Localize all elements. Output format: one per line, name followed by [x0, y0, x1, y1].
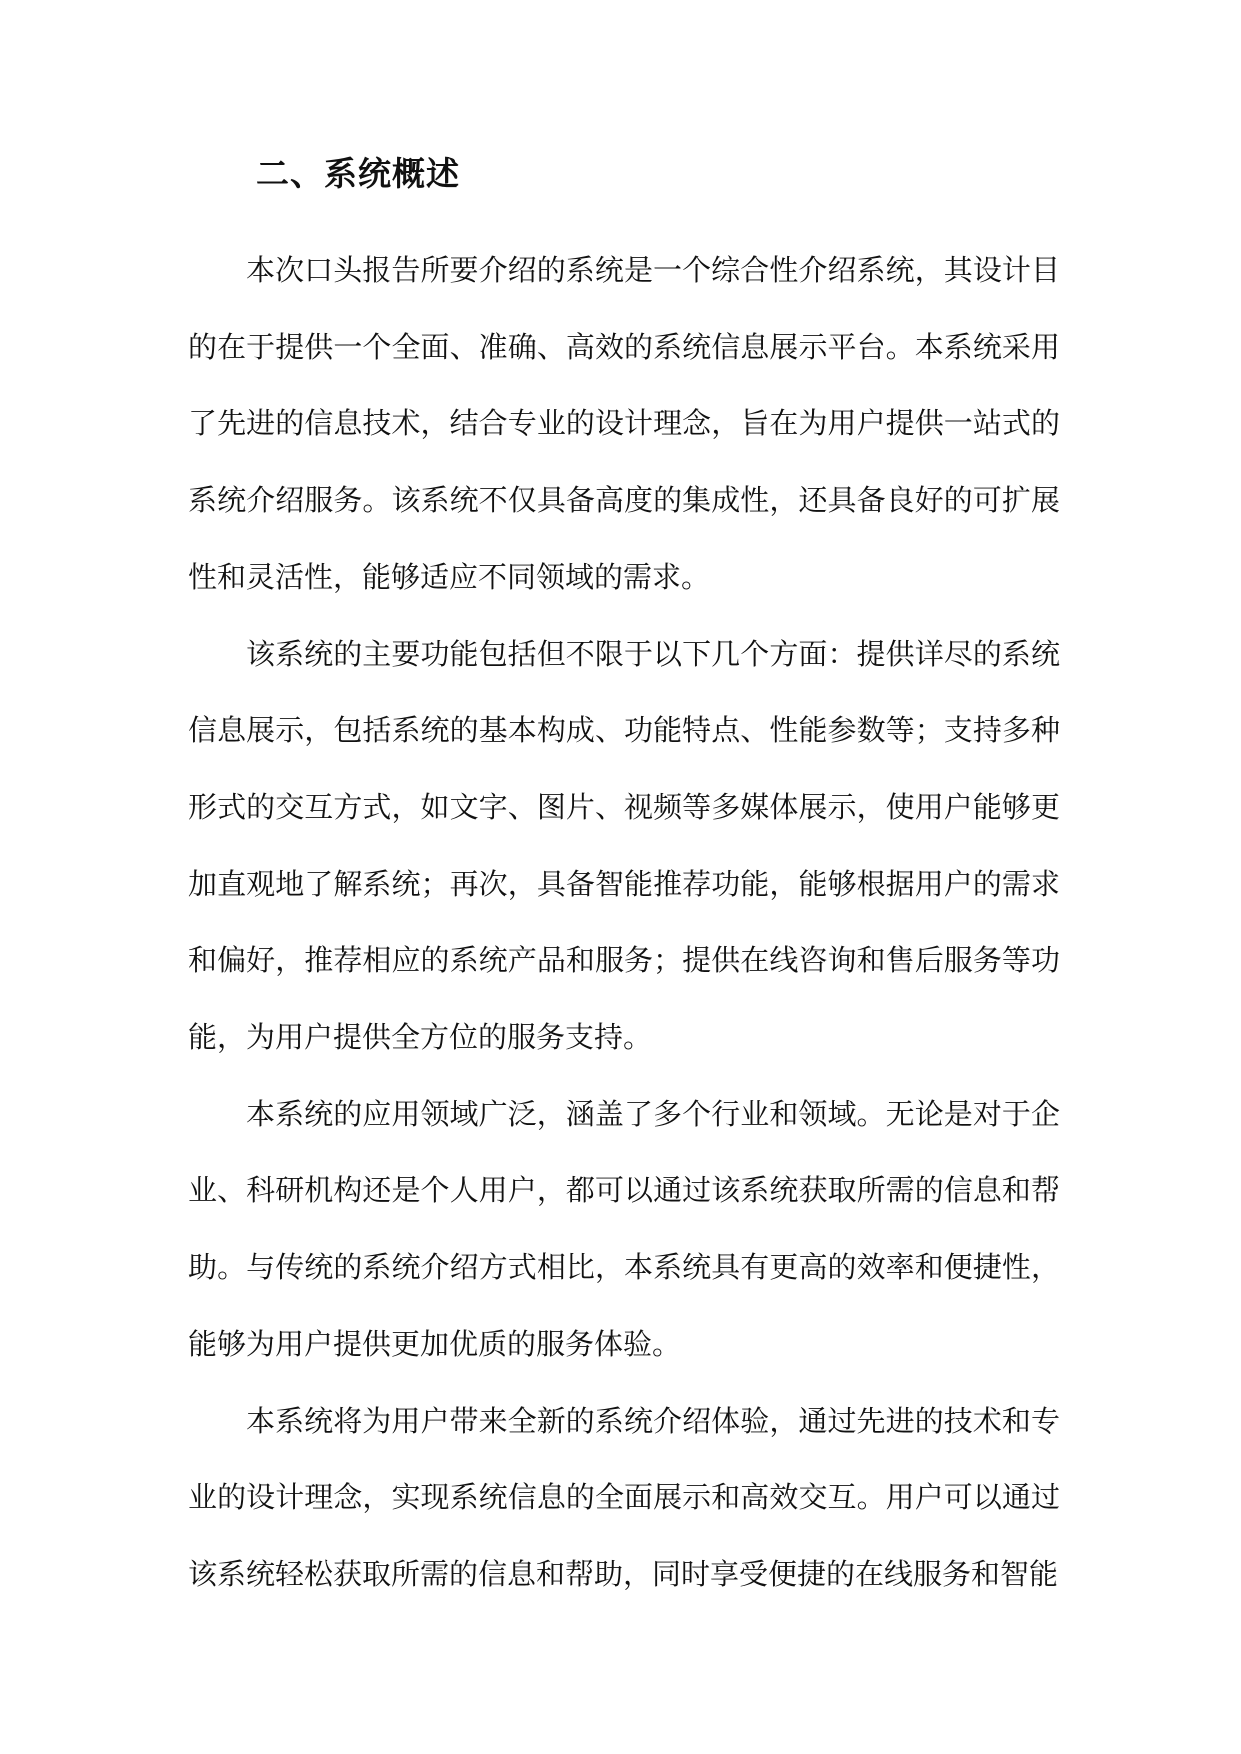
paragraph-application-fields: 本系统的应用领域广泛，涵盖了多个行业和领域。无论是对于企业、科研机构还是个人用户，都可以通过该系统获取所需的信息和帮助。与传统的系统介绍方式相比，本系统具有更高的效率和便捷性，能够为用户提供更加优质的服务体验。 [188, 1096, 1060, 1361]
paragraph-main-functions: 该系统的主要功能包括但不限于以下几个方面：提供详尽的系统信息展示，包括系统的基本构成、功能特点、性能参数等；支持多种形式的交互方式，如文字、图片、视频等多媒体展示，使用户能够更加直观地了解系统；再次，具备智能推荐功能，能够根据用户的需求和偏好，推荐相应的系统产品和服务；提供在线咨询和售后服务等功能，为用户提供全方位的服务支持。 [188, 636, 1060, 1055]
paragraph-overview: 本次口头报告所要介绍的系统是一个综合性介绍系统，其设计目的在于提供一个全面、准确、高效的系统信息展示平台。本系统采用了先进的信息技术，结合专业的设计理念，旨在为用户提供一站式的系统介绍服务。该系统不仅具备高度的集成性，还具备良好的可扩展性和灵活性，能够适应不同领域的需求。 [188, 253, 1060, 594]
body-text [188, 232, 1060, 1613]
paragraph-user-experience: 本系统将为用户带来全新的系统介绍体验，通过先进的技术和专业的设计理念，实现系统信息的全面展示和高效交互。用户可以通过该系统轻松获取所需的信息和帮助，同时享受便捷的在线服务和智能 [188, 1403, 1060, 1591]
section-heading: 二、系统概述 [256, 154, 460, 193]
